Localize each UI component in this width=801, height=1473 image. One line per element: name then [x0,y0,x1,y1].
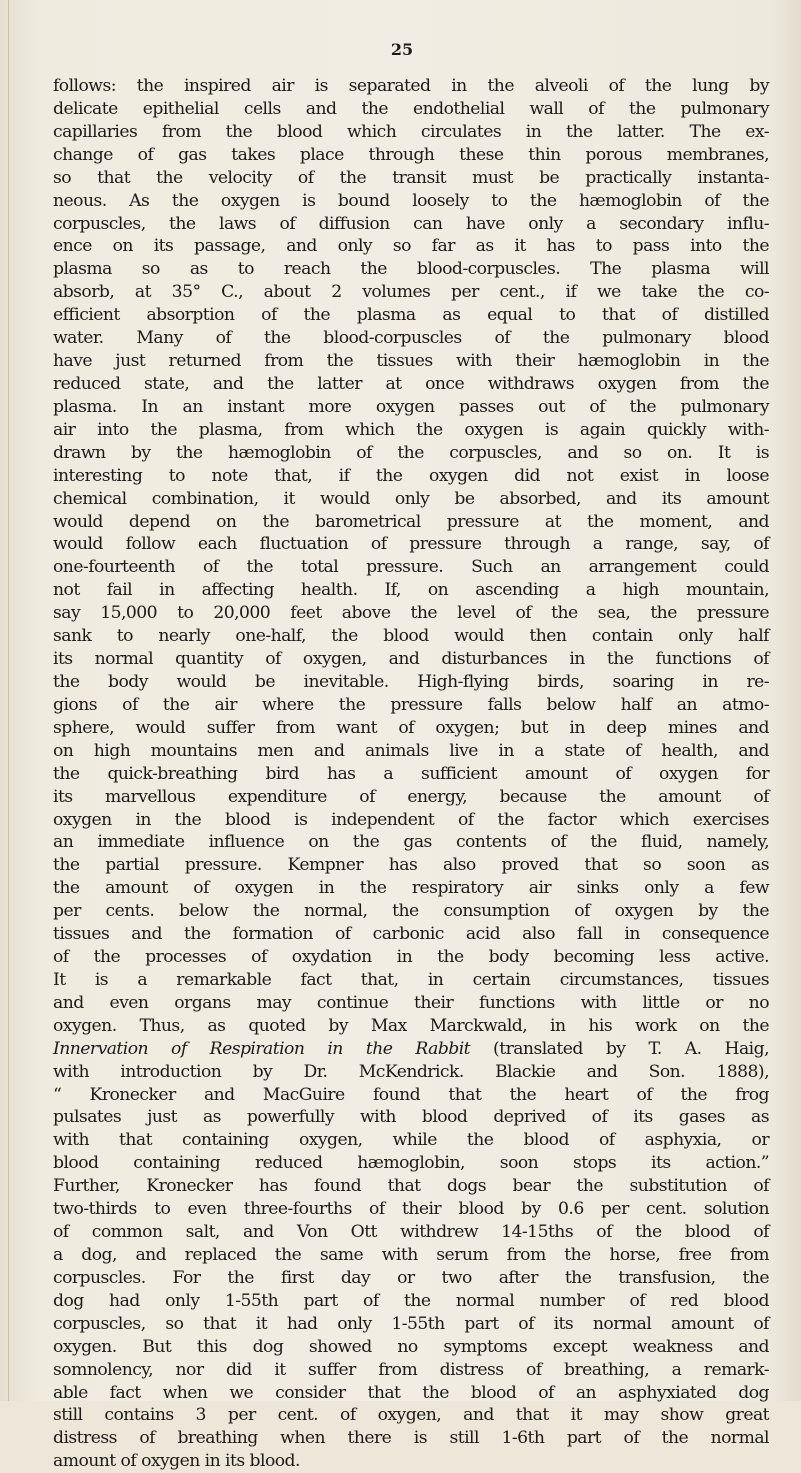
text-line: an immediate influence on the gas contents of the fluid, namely, [53,832,769,853]
text-line: with introduction by Dr. McKendrick. Blackie and Son. 1888), [53,1061,769,1082]
text-line: ence on its passage, and only so far as it has to pass into the [53,236,769,257]
text-line: plasma. In an instant more oxygen passes out of the pulmonary [53,396,769,417]
text-line: per cents. below the normal, the consumption of oxygen by the [53,901,769,922]
text-line: the body would be inevitable. High-flying birds, soaring in re- [53,671,769,692]
text-line: not fail in affecting health. If, on ascending a high mountain, [53,580,769,601]
text-line: the quick-breathing bird has a sufficient amount of oxygen for [53,763,769,784]
text-line: so that the velocity of the transit must be practically instanta- [53,167,769,188]
book-title: Innervation of Respiration in the Rabbit [53,1038,471,1059]
text-line: reduced state, and the latter at once withdraws oxygen from the [53,373,769,394]
text-line: blood containing reduced hæmoglobin, soon stops its action.” [53,1153,769,1174]
text-line: a dog, and replaced the same with serum from the horse, free from [53,1245,769,1266]
text-line: drawn by the hæmoglobin of the corpuscles, and so on. It is [53,442,769,463]
text-line: neous. As the oxygen is bound loosely to the hæmoglobin of the [53,190,769,211]
text-line: would depend on the barometrical pressure at the moment, and [53,511,769,532]
text-line: oxygen in the blood is independent of the factor which exercises [53,809,769,830]
text-line: follows: the inspired air is separated in the alveoli of the lung by [53,76,769,96]
text-line: corpuscles, so that it had only 1-55th part of its normal amount of [53,1313,769,1334]
text-line: of the processes of oxydation in the body becoming less active. [53,947,769,968]
text-line: efficient absorption of the plasma as equal to that of distilled [53,305,769,326]
page-number: 25 [390,40,414,59]
text-line: chemical combination, it would only be absorbed, and its amount [53,488,769,509]
text-line: Innervation of Respiration in the Rabbit (translated by T. A. Haig, [53,1038,769,1059]
text-line: one-fourteenth of the total pressure. Such an arrangement could [53,557,769,578]
text-line: would follow each fluctuation of pressure through a range, say, of [53,534,769,555]
text-line: Further, Kronecker has found that dogs bear the substitution of [53,1176,769,1197]
text-line: on high mountains men and animals live in a state of health, and [53,740,769,761]
body-text [53,75,769,1473]
text-line: change of gas takes place through these thin porous membranes, [53,144,769,165]
text-line: distress of breathing when there is still 1-6th part of the normal [53,1428,769,1449]
page-edge [8,0,9,1401]
text-line: sank to nearly one-half, the blood would then contain only half [53,626,769,647]
text-line: tissues and the formation of carbonic acid also fall in consequence [53,924,769,945]
text-line: air into the plasma, from which the oxygen is again quickly with- [53,419,769,440]
text-line: delicate epithelial cells and the endothelial wall of the pulmonary [53,98,769,119]
text-line: It is a remarkable fact that, in certain circumstances, tissues [53,969,769,990]
text-line: the amount of oxygen in the respiratory air sinks only a few [53,878,769,899]
text-line: oxygen. Thus, as quoted by Max Marckwald, in his work on the [53,1015,769,1036]
text-line: “ Kronecker and MacGuire found that the heart of the frog [53,1084,769,1105]
text-line: say 15,000 to 20,000 feet above the level of the sea, the pressure [53,603,769,624]
text-line: pulsates just as powerfully with blood deprived of its gases as [53,1107,769,1128]
text-line: somnolency, nor did it suffer from distress of breathing, a remark- [53,1359,769,1380]
text-line: amount of oxygen in its blood. [53,1451,300,1472]
text-line: and even organs may continue their functions with little or no [53,992,769,1013]
text-line: able fact when we consider that the blood of an asphyxiated dog [53,1382,769,1403]
text-line: sphere, would suffer from want of oxygen; but in deep mines and [53,717,769,738]
text-line: of common salt, and Von Ott withdrew 14-15ths of the blood of [53,1222,769,1243]
text-line: capillaries from the blood which circulates in the latter. The ex- [53,121,769,142]
text-line: corpuscles. For the first day or two after the transfusion, the [53,1267,769,1288]
text-line: still contains 3 per cent. of oxygen, and that it may show great [53,1405,769,1426]
text-line: its normal quantity of oxygen, and disturbances in the functions of [53,649,769,670]
text-line: interesting to note that, if the oxygen did not exist in loose [53,465,769,486]
text-line: plasma so as to reach the blood-corpuscles. The plasma will [53,259,769,280]
text-line: with that containing oxygen, while the blood of asphyxia, or [53,1130,769,1151]
text-line: water. Many of the blood-corpuscles of the pulmonary blood [53,328,769,349]
text-line: dog had only 1-55th part of the normal number of red blood [53,1290,769,1311]
text-line: absorb, at 35° C., about 2 volumes per cent., if we take the co- [53,282,769,303]
text-line: the partial pressure. Kempner has also proved that so soon as [53,855,769,876]
text-line: its marvellous expenditure of energy, because the amount of [53,786,769,807]
text-line: corpuscles, the laws of diffusion can have only a secondary influ- [53,213,769,234]
text-line: two-thirds to even three-fourths of their blood by 0.6 per cent. solution [53,1199,769,1220]
text-line: gions of the air where the pressure falls below half an atmo- [53,694,769,715]
text-line: have just returned from the tissues with their hæmoglobin in the [53,351,769,372]
text-line: oxygen. But this dog showed no symptoms except weakness and [53,1336,769,1357]
